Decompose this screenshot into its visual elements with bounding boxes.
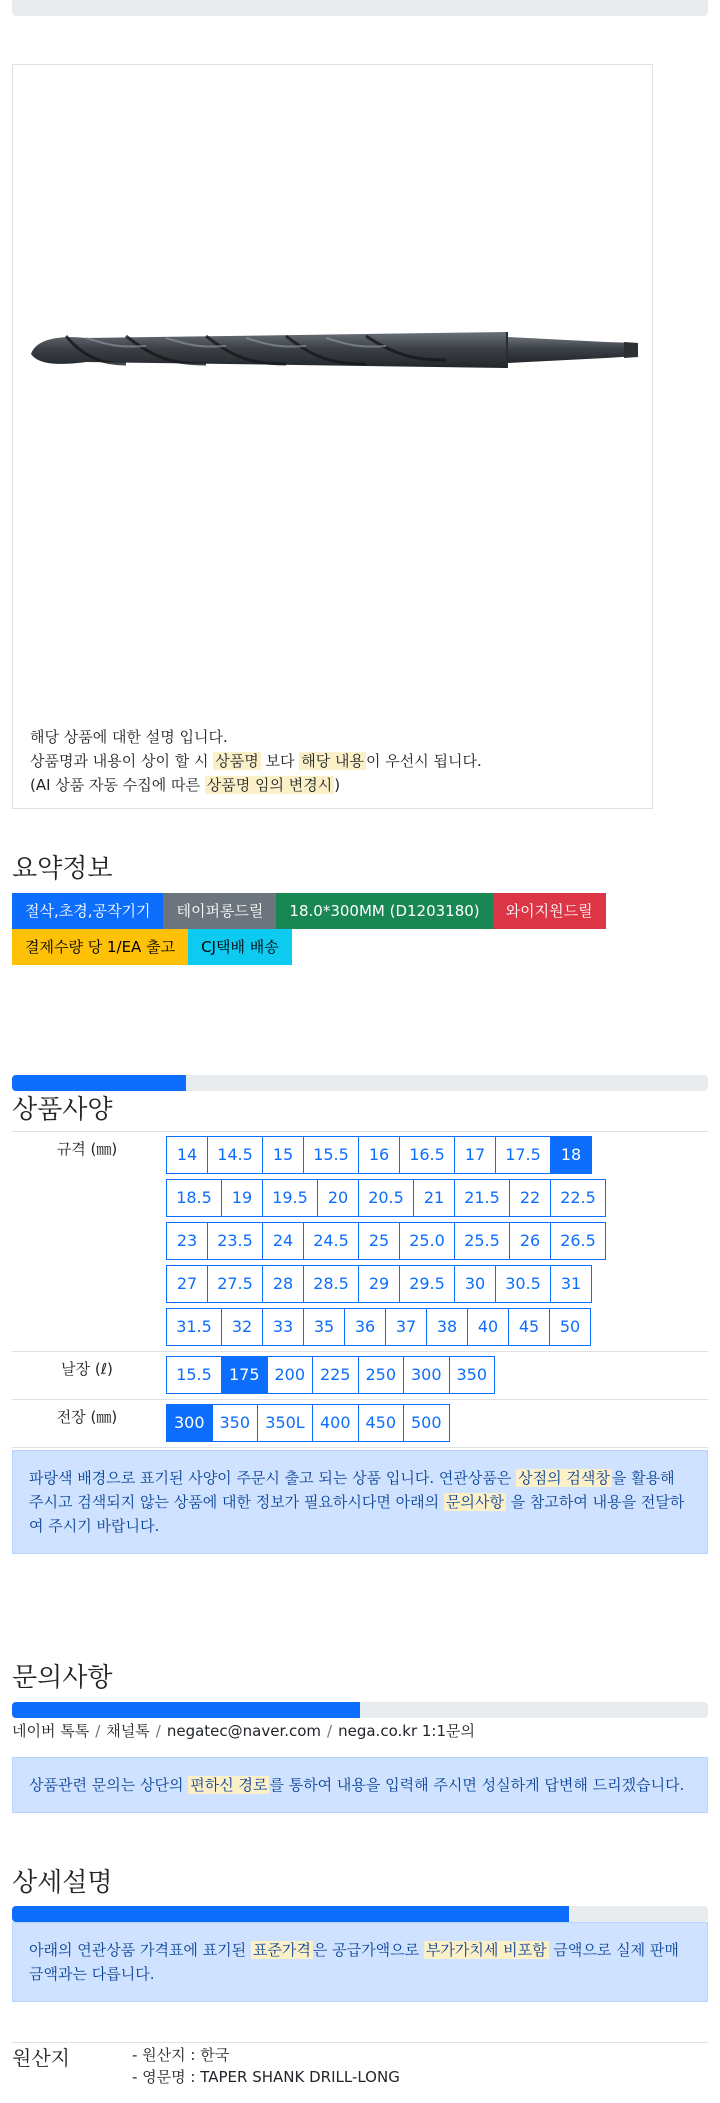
highlight-text: 상점의 검색창 — [518, 1469, 610, 1488]
spec-option[interactable]: 24 — [262, 1222, 304, 1260]
spec-option[interactable]: 17 — [454, 1136, 496, 1174]
inquiry-link[interactable]: 네이버 톡톡 — [12, 1721, 90, 1740]
spec-option[interactable]: 15.5 — [166, 1356, 222, 1394]
spec-option[interactable]: 20.5 — [358, 1179, 414, 1217]
spec-option[interactable]: 31.5 — [166, 1308, 222, 1346]
spec-option-selected[interactable]: 18 — [550, 1136, 592, 1174]
inquiry-link[interactable]: 채널톡 — [106, 1721, 150, 1740]
product-description — [30, 725, 482, 797]
highlight-text: 표준가격 — [252, 1941, 311, 1960]
text-segment: 아래의 연관상품 가격표에 표기된 — [29, 1941, 251, 1960]
option-row — [166, 1308, 708, 1346]
spec-option[interactable]: 19.5 — [262, 1179, 318, 1217]
highlight-text: 해당 내용 — [301, 752, 364, 770]
spec-progress-fill — [12, 1075, 186, 1091]
spec-option[interactable]: 20 — [317, 1179, 359, 1217]
option-row — [166, 1404, 708, 1442]
text-segment: 상품관련 문의는 상단의 — [29, 1776, 189, 1795]
origin-section — [12, 2042, 708, 2088]
spec-option[interactable]: 250 — [358, 1356, 405, 1394]
detail-progress-bar — [12, 1906, 708, 1922]
origin-values — [132, 2043, 400, 2088]
spec-option[interactable]: 300 — [403, 1356, 450, 1394]
summary-title: 요약정보 — [12, 854, 113, 884]
spec-option[interactable]: 31 — [550, 1265, 592, 1303]
text-segment: 을 활용해 주시고 검색되지 않는 상품에 대한 정보가 필요하시다면 아래의 — [29, 1469, 675, 1512]
origin-line: - 원산지 : 한국 — [132, 2046, 230, 2065]
summary-badge: 절삭,초경,공작기기 — [12, 893, 163, 929]
highlight-text: 편하신 경로 — [190, 1776, 268, 1795]
spec-option[interactable]: 350 — [212, 1404, 259, 1442]
spec-option[interactable]: 37 — [385, 1308, 427, 1346]
spec-option[interactable]: 35 — [303, 1308, 345, 1346]
option-row — [166, 1265, 708, 1303]
spec-label: 전장 (㎜) — [12, 1400, 162, 1448]
description-line — [30, 749, 482, 773]
option-row — [166, 1356, 708, 1394]
spec-option[interactable]: 200 — [267, 1356, 314, 1394]
spec-option[interactable]: 26.5 — [550, 1222, 606, 1260]
detail-notice — [12, 1922, 708, 2002]
inquiry-title: 문의사항 — [12, 1663, 113, 1694]
spec-option[interactable]: 28.5 — [303, 1265, 359, 1303]
spec-option[interactable]: 15 — [262, 1136, 304, 1174]
text-segment: 보다 — [260, 752, 300, 770]
summary-badges — [12, 893, 712, 965]
spec-row — [12, 1132, 708, 1352]
summary-badge: 테이퍼롱드릴 — [163, 893, 276, 929]
spec-option[interactable]: 500 — [403, 1404, 450, 1442]
spec-option-selected[interactable]: 300 — [166, 1404, 213, 1442]
spec-option[interactable]: 23.5 — [207, 1222, 263, 1260]
spec-label: 규격 (㎜) — [12, 1132, 162, 1352]
description-line — [30, 773, 482, 797]
link-separator: / — [95, 1721, 101, 1740]
text-segment: 상품명과 내용이 상이 할 시 — [30, 752, 214, 770]
spec-option[interactable]: 17.5 — [495, 1136, 551, 1174]
inquiry-link[interactable]: nega.co.kr 1:1문의 — [338, 1721, 475, 1740]
text-segment: 을 참고하여 내용을 전달하여 주시기 바랍니다. — [29, 1493, 685, 1536]
option-row — [166, 1136, 708, 1174]
product-image-card — [12, 64, 653, 809]
spec-option[interactable]: 21.5 — [454, 1179, 510, 1217]
text-segment: 금액으로 실제 판매금액과는 다릅니다. — [29, 1941, 679, 1984]
inquiry-link[interactable]: negatec@naver.com — [166, 1721, 322, 1740]
spec-option[interactable]: 14 — [166, 1136, 208, 1174]
spec-option[interactable]: 350 — [449, 1356, 496, 1394]
spec-option[interactable]: 22 — [509, 1179, 551, 1217]
spec-option[interactable]: 33 — [262, 1308, 304, 1346]
summary-badge: 와이지원드릴 — [493, 893, 606, 929]
text-segment: 은 공급가액으로 — [312, 1941, 424, 1960]
spec-option[interactable]: 27 — [166, 1265, 208, 1303]
inquiry-progress-bar — [12, 1702, 708, 1718]
spec-option[interactable]: 50 — [549, 1308, 591, 1346]
option-row — [166, 1222, 708, 1260]
option-row — [166, 1179, 708, 1217]
spec-options — [162, 1400, 708, 1448]
detail-title: 상세설명 — [12, 1868, 113, 1899]
spec-option[interactable]: 25.0 — [399, 1222, 455, 1260]
spec-option[interactable]: 450 — [358, 1404, 405, 1442]
spec-option[interactable]: 40 — [467, 1308, 509, 1346]
link-separator: / — [155, 1721, 161, 1740]
spec-row — [12, 1352, 708, 1400]
drill-image — [26, 320, 646, 380]
highlight-text: 문의사항 — [445, 1493, 504, 1512]
spec-table — [12, 1131, 708, 1448]
inquiry-progress-fill — [12, 1702, 360, 1718]
text-segment: 해당 상품에 대한 설명 입니다. — [30, 728, 228, 746]
spec-option[interactable]: 29 — [358, 1265, 400, 1303]
detail-progress-fill — [12, 1906, 569, 1922]
spec-option-selected[interactable]: 175 — [221, 1356, 268, 1394]
spec-option[interactable]: 38 — [426, 1308, 468, 1346]
spec-option[interactable]: 15.5 — [303, 1136, 359, 1174]
highlight-text: 부가가치세 비포함 — [425, 1941, 547, 1960]
highlight-text: 상품명 — [215, 752, 259, 770]
spec-option[interactable]: 25.5 — [454, 1222, 510, 1260]
spec-option[interactable]: 28 — [262, 1265, 304, 1303]
spec-option[interactable]: 16 — [358, 1136, 400, 1174]
text-segment: 를 통하여 내용을 입력해 주시면 성실하게 답변해 드리겠습니다. — [269, 1776, 685, 1795]
spec-option[interactable]: 26 — [509, 1222, 551, 1260]
spec-option[interactable]: 29.5 — [399, 1265, 455, 1303]
spec-option[interactable]: 22.5 — [550, 1179, 606, 1217]
spec-option[interactable]: 32 — [221, 1308, 263, 1346]
text-segment: 이 우선시 됩니다. — [365, 752, 482, 770]
summary-badge: 결제수량 당 1/EA 출고 — [12, 929, 188, 965]
spec-option[interactable]: 25 — [358, 1222, 400, 1260]
link-separator: / — [327, 1721, 333, 1740]
spec-options — [162, 1352, 708, 1400]
text-segment: ) — [334, 776, 341, 794]
spec-option[interactable]: 36 — [344, 1308, 386, 1346]
origin-label: 원산지 — [12, 2046, 70, 2071]
spec-option[interactable]: 14.5 — [207, 1136, 263, 1174]
spec-notice — [12, 1450, 708, 1554]
spec-option[interactable]: 24.5 — [303, 1222, 359, 1260]
highlight-text: 상품명 임의 변경시 — [206, 776, 333, 794]
spec-option[interactable]: 30 — [454, 1265, 496, 1303]
top-progress-bar — [12, 0, 708, 16]
spec-options — [162, 1132, 708, 1352]
inquiry-notice — [12, 1757, 708, 1813]
spec-option[interactable]: 23 — [166, 1222, 208, 1260]
spec-progress-bar — [12, 1075, 708, 1091]
spec-option[interactable]: 19 — [221, 1179, 263, 1217]
spec-title: 상품사양 — [12, 1095, 113, 1126]
origin-line: - 영문명 : TAPER SHANK DRILL-LONG — [132, 2068, 400, 2087]
text-segment: (AI 상품 자동 수집에 따른 — [30, 776, 205, 794]
spec-label: 날장 (ℓ) — [12, 1352, 162, 1400]
summary-badge: 18.0*300MM (D1203180) — [276, 893, 492, 929]
spec-option[interactable]: 45 — [508, 1308, 550, 1346]
spec-option[interactable]: 225 — [312, 1356, 359, 1394]
spec-row — [12, 1400, 708, 1448]
spec-option[interactable]: 16.5 — [399, 1136, 455, 1174]
description-line — [30, 725, 482, 749]
spec-option[interactable]: 21 — [413, 1179, 455, 1217]
summary-badge: CJ택배 배송 — [188, 929, 292, 965]
spec-option[interactable]: 30.5 — [495, 1265, 551, 1303]
inquiry-links — [12, 1720, 708, 1743]
spec-option[interactable]: 18.5 — [166, 1179, 222, 1217]
text-segment: 파랑색 배경으로 표기된 사양이 주문시 출고 되는 상품 입니다. 연관상품은 — [29, 1469, 517, 1488]
spec-option[interactable]: 400 — [312, 1404, 359, 1442]
spec-option[interactable]: 350L — [257, 1404, 313, 1442]
spec-option[interactable]: 27.5 — [207, 1265, 263, 1303]
